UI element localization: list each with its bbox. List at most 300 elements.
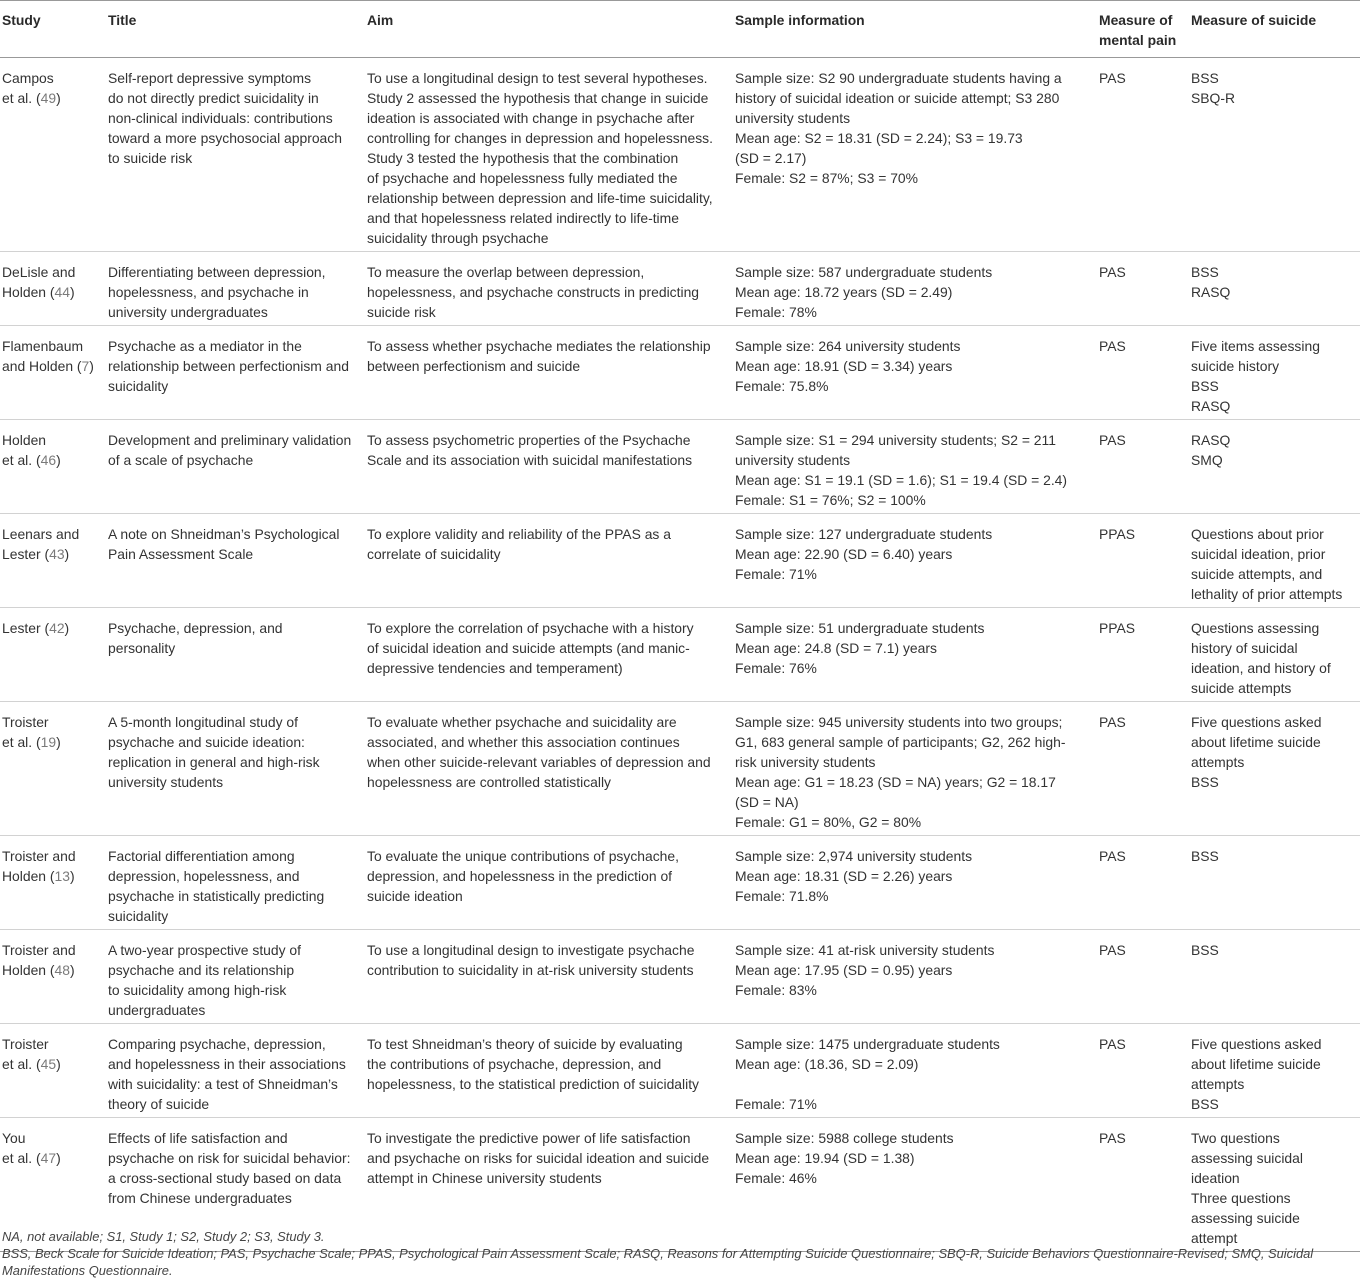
table-row — [0, 608, 1360, 702]
footnote-line: Manifestations Questionnaire. — [2, 1263, 173, 1278]
study-line — [2, 1148, 108, 1168]
cell-line: Mean age: G1 = 18.23 (SD = NA) years; G2 = 18.17 — [735, 774, 1056, 790]
cell-line: Pain Assessment Scale — [108, 546, 254, 562]
cell-line: Female: 46% — [735, 1170, 817, 1186]
cell-title — [108, 930, 367, 1024]
study-text: Holden — [2, 432, 47, 448]
cell-line: Sample size: S2 90 undergraduate students having a — [735, 70, 1062, 86]
reference-number: 19 — [40, 734, 57, 750]
cell-line: depression, and hopelessness in the prediction of — [367, 868, 673, 884]
cell-line: Female: G1 = 80%, G2 = 80% — [735, 814, 922, 830]
reference-number: 13 — [54, 868, 70, 884]
cell-line: Mean age: 22.90 (SD = 6.40) years — [735, 546, 953, 562]
cell-line: Female: 71% — [735, 1096, 817, 1112]
cell-line: correlate of suicidality — [367, 546, 501, 562]
cell-mental-pain-measure — [1099, 420, 1191, 514]
cell-line: of psychache and hopelessness fully mediated the — [367, 170, 678, 186]
header-label-line: Measure of — [1099, 12, 1173, 28]
cell-line: PAS — [1099, 942, 1126, 958]
cell-aim — [367, 326, 735, 420]
cell-line: BSS — [1191, 378, 1219, 394]
cell-line: Female: 76% — [735, 660, 817, 676]
cell-line: Sample size: 264 university students — [735, 338, 961, 354]
cell-line: assessing suicidal — [1191, 1150, 1303, 1166]
reference-number: 49 — [40, 90, 57, 106]
cell-line: a cross-sectional study based on data — [108, 1170, 342, 1186]
cell-line: hopelessness, to the statistical prediction of suicidality — [367, 1076, 700, 1092]
cell-aim — [367, 930, 735, 1024]
cell-line: Five questions asked — [1191, 714, 1322, 730]
study-text: Troister and — [2, 942, 76, 958]
cell-line: attempt in Chinese university students — [367, 1170, 602, 1186]
study-text: Holden ( — [2, 962, 55, 978]
reference-number: 45 — [40, 1056, 57, 1072]
cell-line: Sample size: 1475 undergraduate students — [735, 1036, 1000, 1052]
cell-line: suicidality through psychache — [367, 230, 549, 246]
study-text: Flamenbaum — [2, 338, 84, 354]
cell-line: with suicidality: a test of Shneidman’s — [108, 1076, 338, 1092]
cell-line: PAS — [1099, 1130, 1126, 1146]
cell-line: BSS — [1191, 264, 1219, 280]
study-line — [2, 960, 108, 980]
study-text: Campos — [2, 70, 54, 86]
table-row — [0, 930, 1360, 1024]
header-study: Study — [2, 12, 41, 28]
cell-line: PAS — [1099, 714, 1126, 730]
study-text: et al. ( — [2, 452, 41, 468]
cell-line: to suicide risk — [108, 150, 193, 166]
cell-line: university undergraduates — [108, 304, 268, 320]
cell-line: Female: 83% — [735, 982, 817, 998]
study-text: ) — [89, 358, 94, 374]
study-text: Troister and — [2, 848, 76, 864]
cell-title — [108, 836, 367, 930]
cell-line: Mean age: S1 = 19.1 (SD = 1.6); S1 = 19.4 (SD = 2.4) — [735, 472, 1068, 488]
cell-line: hopelessness, and psychache constructs in predicting — [367, 284, 700, 300]
cell-line: Mean age: 18.31 (SD = 2.26) years — [735, 868, 953, 884]
cell-line: Mean age: 18.91 (SD = 3.34) years — [735, 358, 953, 374]
cell-line: Factorial differentiation among — [108, 848, 295, 864]
cell-line: Study 2 assessed the hypothesis that change in suicide — [367, 90, 709, 106]
study-text: Lester ( — [2, 546, 50, 562]
cell-line: G1, 683 general sample of participants; G2, 262 high- — [735, 734, 1066, 750]
table-body — [0, 58, 1360, 1252]
cell-line: SMQ — [1191, 452, 1223, 468]
cell-line: Development and preliminary validation — [108, 432, 352, 448]
cell-line: BSS — [1191, 70, 1219, 86]
cell-line: Five items assessing — [1191, 338, 1320, 354]
cell-line: and psychache on risks for suicidal ideation and suicide — [367, 1150, 710, 1166]
cell-sample-information — [735, 930, 1099, 1024]
study-text: DeLisle and — [2, 264, 76, 280]
header-sample: Sample information — [735, 12, 865, 28]
table-row — [0, 514, 1360, 608]
cell-line: psychache and its relationship — [108, 962, 295, 978]
cell-mental-pain-measure — [1099, 836, 1191, 930]
study-line — [2, 732, 108, 752]
cell-line: Sample size: 2,974 university students — [735, 848, 973, 864]
cell-line: Scale and its association with suicidal manifestations — [367, 452, 693, 468]
study-text: Leenars and — [2, 526, 80, 542]
study-line — [2, 262, 108, 282]
cell-sample-information — [735, 1024, 1099, 1118]
reference-number: 48 — [54, 962, 70, 978]
cell-line: Three questions — [1191, 1190, 1291, 1206]
table-row — [0, 420, 1360, 514]
study-line — [2, 524, 108, 544]
cell-line: of a scale of psychache — [108, 452, 254, 468]
cell-suicide-measure — [1191, 836, 1360, 930]
cell-line: from Chinese undergraduates — [108, 1190, 292, 1206]
table-row — [0, 252, 1360, 326]
cell-line: and hopelessness in their associations — [108, 1056, 346, 1072]
study-text: ) — [56, 734, 61, 750]
cell-study — [0, 326, 108, 420]
cell-line: suicide attempts — [1191, 680, 1292, 696]
cell-line: Study 3 tested the hypothesis that the combination — [367, 150, 679, 166]
cell-line: psychache in statistically predicting — [108, 888, 325, 904]
study-text: Lester ( — [2, 620, 50, 636]
study-text: ) — [69, 868, 75, 884]
cell-suicide-measure — [1191, 514, 1360, 608]
cell-mental-pain-measure — [1099, 930, 1191, 1024]
cell-line: BSS — [1191, 848, 1219, 864]
cell-line: Female: 78% — [735, 304, 817, 320]
cell-suicide-measure — [1191, 1024, 1360, 1118]
cell-aim — [367, 1024, 735, 1118]
cell-line: Sample size: 5988 college students — [735, 1130, 954, 1146]
cell-line: Five questions asked — [1191, 1036, 1322, 1052]
study-text: You — [2, 1130, 26, 1146]
cell-line: To explore the correlation of psychache with a history — [367, 620, 694, 636]
reference-number: 46 — [40, 452, 57, 468]
cell-line: Differentiating between depression, — [108, 264, 326, 280]
cell-aim — [367, 420, 735, 514]
cell-line: depression, hopelessness, and — [108, 868, 300, 884]
cell-line: Sample size: 587 undergraduate students — [735, 264, 993, 280]
cell-line: Female: S1 = 76%; S2 = 100% — [735, 492, 926, 508]
study-line — [2, 1054, 108, 1074]
cell-line: suicidal ideation, prior — [1191, 546, 1326, 562]
cell-line: of suicidal ideation and suicide attempts (and manic- — [367, 640, 690, 656]
header-mental-pain — [1099, 1, 1191, 58]
cell-line: RASQ — [1191, 284, 1231, 300]
cell-study — [0, 514, 108, 608]
cell-line: ideation is associated with change in psychache after — [367, 110, 695, 126]
cell-line: history of suicidal — [1191, 640, 1298, 656]
cell-line: personality — [108, 640, 176, 656]
cell-line: To use a longitudinal design to test several hypotheses. — [367, 70, 708, 86]
study-line — [2, 712, 108, 732]
cell-line: Sample size: 41 at-risk university students — [735, 942, 995, 958]
cell-sample-information — [735, 420, 1099, 514]
cell-line: suicide risk — [367, 304, 436, 320]
cell-title — [108, 252, 367, 326]
cell-mental-pain-measure — [1099, 1024, 1191, 1118]
cell-line: psychache and suicide ideation: — [108, 734, 305, 750]
study-text: et al. ( — [2, 734, 41, 750]
study-line — [2, 282, 108, 302]
reference-number: 44 — [54, 284, 70, 300]
study-text: ) — [56, 1150, 61, 1166]
study-text: ) — [64, 620, 70, 636]
cell-line: To assess whether psychache mediates the relationship — [367, 338, 711, 354]
cell-suicide-measure — [1191, 252, 1360, 326]
cell-line: PAS — [1099, 848, 1126, 864]
cell-title — [108, 58, 367, 252]
cell-line: RASQ — [1191, 432, 1231, 448]
cell-line: PPAS — [1099, 526, 1136, 542]
cell-line: Mean age: 24.8 (SD = 7.1) years — [735, 640, 937, 656]
cell-line: To measure the overlap between depression, — [367, 264, 645, 280]
cell-study — [0, 836, 108, 930]
study-text: ) — [56, 452, 61, 468]
study-line — [2, 1128, 108, 1148]
cell-line: theory of suicide — [108, 1096, 210, 1112]
cell-aim — [367, 252, 735, 326]
study-text: et al. ( — [2, 90, 41, 106]
header-suicide: Measure of suicide — [1191, 12, 1317, 28]
footnote-line: NA, not available; S1, Study 1; S2, Study 2; S3, Study 3. — [2, 1229, 325, 1244]
study-text: and Holden ( — [2, 358, 82, 374]
cell-line: To explore validity and reliability of the PPAS as a — [367, 526, 671, 542]
cell-title — [108, 514, 367, 608]
cell-line: To evaluate whether psychache and suicidality are — [367, 714, 677, 730]
study-line — [2, 356, 108, 376]
cell-line: Sample size: 51 undergraduate students — [735, 620, 985, 636]
cell-line: Questions assessing — [1191, 620, 1320, 636]
cell-suicide-measure — [1191, 702, 1360, 836]
cell-line: university students — [735, 452, 851, 468]
cell-title — [108, 702, 367, 836]
cell-line: Psychache as a mediator in the — [108, 338, 302, 354]
cell-line: attempt — [1191, 1230, 1238, 1246]
cell-line: ideation, and history of — [1191, 660, 1331, 676]
cell-line: PAS — [1099, 338, 1126, 354]
cell-line: Psychache, depression, and — [108, 620, 283, 636]
cell-line: Female: 71% — [735, 566, 817, 582]
study-text: ) — [69, 284, 75, 300]
cell-line: A two-year prospective study of — [108, 942, 302, 958]
cell-line: Female: 71.8% — [735, 888, 829, 904]
cell-line: assessing suicide — [1191, 1210, 1300, 1226]
cell-suicide-measure — [1191, 930, 1360, 1024]
cell-line: (SD = NA) — [735, 794, 799, 810]
cell-study — [0, 420, 108, 514]
cell-title — [108, 326, 367, 420]
cell-line: suicide attempts, and — [1191, 566, 1323, 582]
cell-line: ideation — [1191, 1170, 1240, 1186]
cell-sample-information — [735, 836, 1099, 930]
cell-line: the contributions of psychache, depression, and — [367, 1056, 662, 1072]
cell-sample-information — [735, 608, 1099, 702]
cell-study — [0, 58, 108, 252]
cell-line: Mean age: S2 = 18.31 (SD = 2.24); S3 = 19.73 — [735, 130, 1023, 146]
study-text: Troister — [2, 714, 49, 730]
cell-line: associated, and whether this association continues — [367, 734, 680, 750]
cell-line: A 5-month longitudinal study of — [108, 714, 298, 730]
study-line — [2, 1034, 108, 1054]
cell-aim — [367, 836, 735, 930]
study-line — [2, 336, 108, 356]
cell-line: RASQ — [1191, 398, 1231, 414]
cell-line: toward a more psychosocial approach — [108, 130, 342, 146]
cell-line: To use a longitudinal design to investigate psychache — [367, 942, 695, 958]
cell-line: Sample size: 945 university students into two groups; — [735, 714, 1063, 730]
study-line — [2, 88, 108, 108]
cell-sample-information — [735, 702, 1099, 836]
study-line — [2, 544, 108, 564]
study-text: et al. ( — [2, 1056, 41, 1072]
cell-line: Female: 75.8% — [735, 378, 829, 394]
cell-sample-information — [735, 326, 1099, 420]
cell-line: (SD = 2.17) — [735, 150, 807, 166]
cell-line: A note on Shneidman’s Psychological — [108, 526, 340, 542]
cell-line: Two questions — [1191, 1130, 1280, 1146]
reference-number: 7 — [81, 358, 90, 374]
cell-line: university students — [108, 774, 224, 790]
cell-line: psychache on risk for suicidal behavior: — [108, 1150, 351, 1166]
cell-line: Sample size: S1 = 294 university students; S2 = 211 — [735, 432, 1056, 448]
cell-line: attempts — [1191, 1076, 1245, 1092]
cell-line: Mean age: (18.36, SD = 2.09) — [735, 1056, 919, 1072]
cell-line: SBQ-R — [1191, 90, 1235, 106]
cell-line: PAS — [1099, 1036, 1126, 1052]
reference-number: 42 — [49, 620, 65, 636]
reference-number: 47 — [40, 1150, 57, 1166]
reference-number: 43 — [49, 546, 65, 562]
study-text: ) — [56, 90, 61, 106]
cell-line: to suicidality among high-risk — [108, 982, 287, 998]
cell-line: undergraduates — [108, 1002, 206, 1018]
cell-line: hopelessness, and psychache in — [108, 284, 309, 300]
cell-line: Female: S2 = 87%; S3 = 70% — [735, 170, 918, 186]
cell-line — [735, 1074, 1099, 1094]
study-line — [2, 68, 108, 88]
cell-suicide-measure — [1191, 58, 1360, 252]
table-row — [0, 1024, 1360, 1118]
cell-line: PAS — [1099, 432, 1126, 448]
header-aim: Aim — [367, 12, 394, 28]
cell-mental-pain-measure — [1099, 608, 1191, 702]
table-row — [0, 836, 1360, 930]
cell-line: replication in general and high-risk — [108, 754, 320, 770]
cell-sample-information — [735, 514, 1099, 608]
cell-mental-pain-measure — [1099, 252, 1191, 326]
cell-sample-information — [735, 58, 1099, 252]
cell-line: university students — [735, 110, 851, 126]
study-text: Holden ( — [2, 284, 55, 300]
study-line — [2, 866, 108, 886]
study-line — [2, 618, 108, 638]
cell-mental-pain-measure — [1099, 58, 1191, 252]
cell-line: Questions about prior — [1191, 526, 1324, 542]
study-line — [2, 846, 108, 866]
table-row — [0, 326, 1360, 420]
cell-line: suicide history — [1191, 358, 1280, 374]
table-footnotes — [2, 1228, 1358, 1279]
header-title: Title — [108, 12, 137, 28]
cell-line: depressive tendencies and temperament) — [367, 660, 623, 676]
cell-study — [0, 1024, 108, 1118]
cell-line: To test Shneidman’s theory of suicide by evaluating — [367, 1036, 683, 1052]
header-label-line: mental pain — [1099, 32, 1177, 48]
table-row — [0, 702, 1360, 836]
cell-line: Comparing psychache, depression, — [108, 1036, 326, 1052]
cell-line: between perfectionism and suicide — [367, 358, 581, 374]
cell-title — [108, 1024, 367, 1118]
cell-line: relationship between perfectionism and — [108, 358, 349, 374]
cell-title — [108, 608, 367, 702]
cell-line: suicidality — [108, 378, 169, 394]
cell-aim — [367, 608, 735, 702]
cell-title — [108, 420, 367, 514]
cell-line: when other suicide-relevant variables of depression and — [367, 754, 711, 770]
cell-study — [0, 608, 108, 702]
table-row — [0, 58, 1360, 252]
cell-line: Effects of life satisfaction and — [108, 1130, 288, 1146]
cell-line: PPAS — [1099, 620, 1136, 636]
cell-mental-pain-measure — [1099, 326, 1191, 420]
cell-line: suicidality — [108, 908, 169, 924]
study-text: ) — [56, 1056, 61, 1072]
cell-line: PAS — [1099, 264, 1126, 280]
study-text: ) — [69, 962, 75, 978]
study-text: Troister — [2, 1036, 49, 1052]
cell-line: Mean age: 19.94 (SD = 1.38) — [735, 1150, 915, 1166]
cell-line: Sample size: 127 undergraduate students — [735, 526, 993, 542]
cell-mental-pain-measure — [1099, 702, 1191, 836]
cell-line: To investigate the predictive power of life satisfaction — [367, 1130, 691, 1146]
cell-line: Mean age: 18.72 years (SD = 2.49) — [735, 284, 953, 300]
cell-line: BSS — [1191, 942, 1219, 958]
study-line — [2, 450, 108, 470]
cell-line: hopelessness are controlled statistically — [367, 774, 611, 790]
cell-line: suicide ideation — [367, 888, 463, 904]
cell-line: non-clinical individuals: contributions — [108, 110, 333, 126]
cell-line: contribution to suicidality in at-risk university students — [367, 962, 694, 978]
cell-sample-information — [735, 252, 1099, 326]
study-line — [2, 430, 108, 450]
cell-line: about lifetime suicide — [1191, 1056, 1321, 1072]
cell-line: To evaluate the unique contributions of psychache, — [367, 848, 679, 864]
cell-line: Mean age: 17.95 (SD = 0.95) years — [735, 962, 953, 978]
cell-line: To assess psychometric properties of the Psychache — [367, 432, 691, 448]
cell-aim — [367, 702, 735, 836]
cell-line: history of suicidal ideation or suicide attempt; S3 280 — [735, 90, 1060, 106]
cell-line: risk university students — [735, 754, 876, 770]
cell-line: do not directly predict suicidality in — [108, 90, 319, 106]
header-row — [0, 1, 1360, 58]
cell-study — [0, 930, 108, 1024]
cell-line: BSS — [1191, 774, 1219, 790]
study-text: Holden ( — [2, 868, 55, 884]
cell-line: attempts — [1191, 754, 1245, 770]
cell-aim — [367, 58, 735, 252]
study-text: et al. ( — [2, 1150, 41, 1166]
cell-line: BSS — [1191, 1096, 1219, 1112]
footnote-line: BSS, Beck Scale for Suicide Ideation; PAS, Psychache Scale; PPAS, Psychological Pain Assessment Scale; RASQ, Reasons for Attempting Suicide Questionnaire; SBQ-R, Suicide Behaviors Questionnaire-Revised; SMQ, Suicidal — [2, 1246, 1314, 1261]
cell-study — [0, 252, 108, 326]
cell-suicide-measure — [1191, 326, 1360, 420]
cell-suicide-measure — [1191, 608, 1360, 702]
cell-line: Self-report depressive symptoms — [108, 70, 312, 86]
cell-line: relationship between depression and life-time suicidality, — [367, 190, 713, 206]
cell-line: and that hopelessness related indirectly to life-time — [367, 210, 679, 226]
cell-line: about lifetime suicide — [1191, 734, 1321, 750]
cell-aim — [367, 514, 735, 608]
cell-suicide-measure — [1191, 420, 1360, 514]
